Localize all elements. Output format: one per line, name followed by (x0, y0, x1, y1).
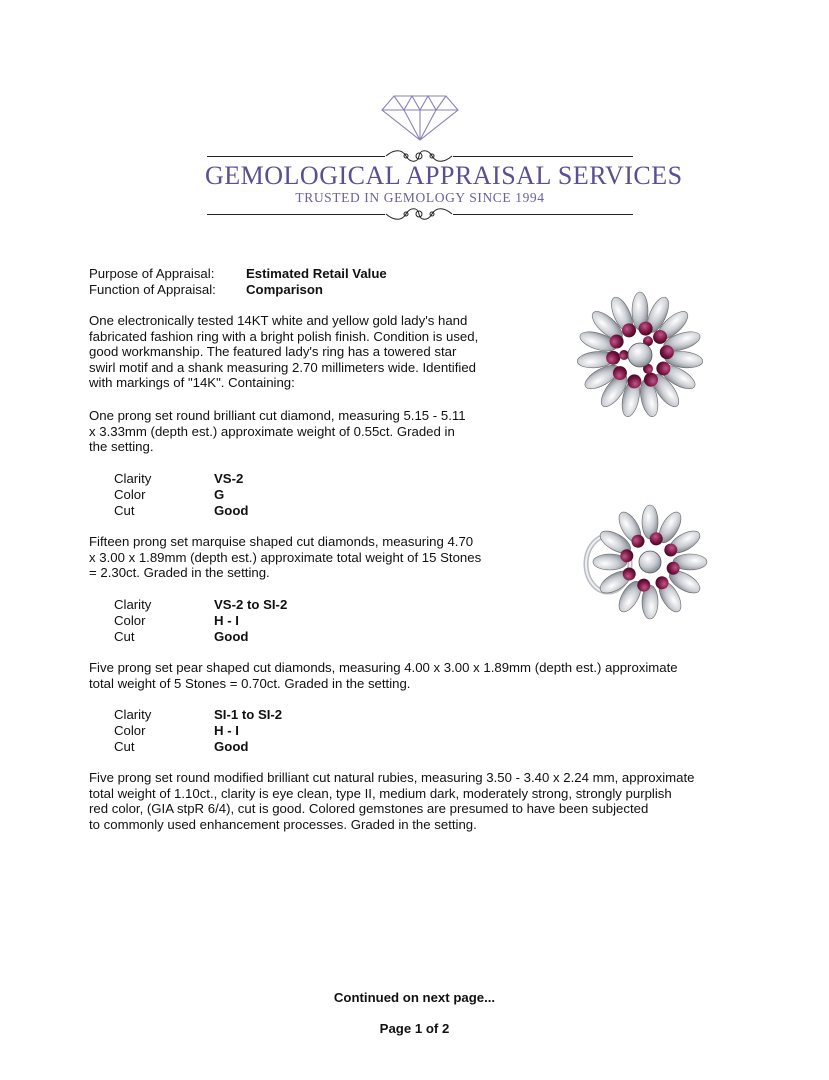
grade-value: Good (214, 629, 249, 644)
brand-tagline: TRUSTED IN GEMOLOGY SINCE 1994 (295, 190, 545, 205)
description-line: swirl motif and a shank measuring 2.70 millimeters wide. Identified (89, 359, 477, 375)
description-line: x 3.33mm (depth est.) approximate weight of 0.55ct. Graded in (89, 423, 455, 439)
bottom-rule-right (453, 214, 633, 215)
description-line: fabricated fashion ring with a bright polish finish. Condition is used, (89, 328, 479, 344)
ring-description (89, 313, 478, 391)
function-label: Function of Appraisal: (89, 282, 216, 297)
marquise-diamonds-description (89, 534, 481, 581)
grade-value: SI-1 to SI-2 (214, 707, 283, 722)
description-line: Fifteen prong set marquise shaped cut diamonds, measuring 4.70 (89, 534, 474, 549)
grade-value: VS-2 to SI-2 (214, 597, 288, 612)
brand-title: GEMOLOGICAL APPRAISAL SERVICES (205, 161, 683, 190)
description-line: total weight of 1.10ct., clarity is eye clean, type II, medium dark, moderately strong, strongly purplish (89, 785, 672, 801)
grade-label: Clarity (114, 597, 152, 612)
description-line: good workmanship. The featured lady's ring has a towered star (89, 344, 457, 360)
top-rule-right (453, 156, 633, 157)
ring-side-view-image (570, 500, 710, 630)
grade-value: Good (214, 739, 249, 754)
description-line: One prong set round brilliant cut diamond, measuring 5.15 - 5.11 (89, 408, 466, 423)
purpose-value: Estimated Retail Value (246, 266, 387, 281)
grade-label: Cut (114, 503, 135, 518)
grade-value: VS-2 (214, 471, 244, 486)
description-line: Five prong set round modified brilliant cut natural rubies, measuring 3.50 - 3.40 x 2.24 mm, approximate (89, 770, 695, 785)
description-line: One electronically tested 14KT white and yellow gold lady's hand (89, 313, 468, 328)
diamond-logo-icon (380, 92, 460, 142)
description-line: red color, (GIA stpR 6/4), cut is good. Colored gemstones are presumed to have been subjected (89, 801, 649, 817)
bottom-flourish-icon (384, 205, 454, 223)
grade-label: Cut (114, 629, 135, 644)
grade-value: G (214, 487, 225, 502)
description-line: = 2.30ct. Graded in the setting. (89, 565, 270, 581)
purpose-label: Purpose of Appraisal: (89, 266, 215, 281)
description-line: to commonly used enhancement processes. Graded in the setting. (89, 816, 477, 832)
grade-label: Color (114, 613, 146, 628)
grade-value: Good (214, 503, 249, 518)
description-line: the setting. (89, 439, 154, 455)
grade-label: Clarity (114, 471, 152, 486)
grade-label: Clarity (114, 707, 152, 722)
grade-label: Color (114, 723, 146, 738)
ring-top-view-image (575, 290, 705, 420)
center-diamond-description (89, 408, 466, 455)
grade-value: H - I (214, 613, 239, 628)
top-rule-left (207, 156, 385, 157)
grade-label: Cut (114, 739, 135, 754)
continued-note: Continued on next page... (333, 990, 496, 1005)
description-line: total weight of 5 Stones = 0.70ct. Graded in the setting. (89, 675, 411, 691)
grade-label: Color (114, 487, 146, 502)
function-value: Comparison (246, 282, 323, 297)
description-line: Five prong set pear shaped cut diamonds, measuring 4.00 x 3.00 x 1.89mm (depth est.) approximate (89, 660, 678, 675)
pear-diamonds-description (89, 660, 678, 691)
page-number: Page 1 of 2 (379, 1021, 450, 1036)
grade-value: H - I (214, 723, 239, 738)
description-line: x 3.00 x 1.89mm (depth est.) approximate total weight of 15 Stones (89, 549, 482, 565)
rubies-description (89, 770, 694, 832)
description-line: with markings of "14K". Containing: (89, 375, 295, 391)
bottom-rule-left (207, 214, 385, 215)
letterhead (0, 88, 829, 228)
